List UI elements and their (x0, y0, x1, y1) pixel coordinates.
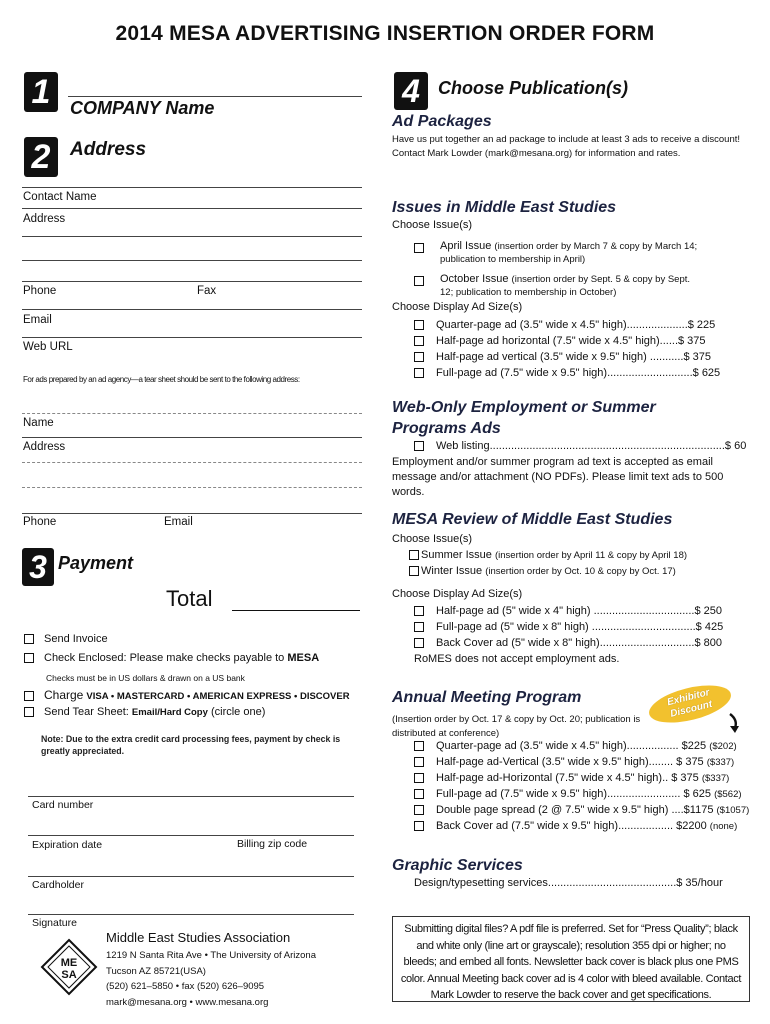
agency-address-line-3[interactable] (22, 487, 362, 488)
org-phone: (520) 621–5850 • fax (520) 626–9095 (106, 981, 265, 992)
annual-half-v-label: Half-page ad-Vertical (3.5" wide x 9.5" high)........ $ 375 (436, 756, 704, 768)
imes-october-detail: (insertion order by Sept. 5 & copy by Sept. (511, 274, 691, 285)
imes-choose-size: Choose Display Ad Size(s) (392, 301, 523, 313)
imes-october-detail-2: 12; publication to membership in October) (440, 287, 617, 298)
romes-back-cover-label: Back Cover ad (5" wide x 8" high)...............................$ 800 (436, 637, 722, 649)
romes-size-half[interactable] (414, 605, 722, 617)
send-invoice-checkbox[interactable] (24, 634, 34, 644)
web-only-heading (392, 397, 656, 439)
fee-note: Note: Due to the extra credit card processing fees, payment by check is greatly appreciated. (41, 734, 341, 756)
imes-full-label: Full-page ad (7.5" wide x 9.5" high)............................$ 625 (436, 367, 721, 379)
annual-heading: Annual Meeting Program (392, 689, 582, 706)
tear-sheet-option[interactable] (24, 706, 265, 718)
address-heading: Address (70, 139, 147, 160)
annual-full-label: Full-page ad (7.5" wide x 9.5" high)........................ $ 625 (436, 788, 711, 800)
romes-winter-checkbox[interactable] (409, 566, 419, 576)
web-listing-checkbox[interactable] (414, 441, 424, 451)
imes-april-detail: (insertion order by March 7 & copy by March 14; (494, 241, 698, 252)
charge-label: Charge (44, 688, 84, 702)
web-url-label: Web URL (23, 341, 73, 353)
romes-winter-detail: (insertion order by Oct. 10 & copy by Oct. 17) (485, 566, 676, 577)
section-1-number: 1 (24, 72, 58, 112)
payment-heading: Payment (58, 553, 134, 573)
agency-note: For ads prepared by an ad agency—a tear sheet should be sent to the following address: (23, 375, 300, 384)
imes-full-checkbox[interactable] (414, 368, 424, 378)
charge-option[interactable] (24, 688, 350, 702)
org-name: Middle East Studies Association (106, 930, 291, 945)
annual-item-half-horizontal[interactable] (414, 772, 729, 784)
send-invoice-label: Send Invoice (44, 633, 108, 645)
romes-full-checkbox[interactable] (414, 622, 424, 632)
tear-sheet-label: Send Tear Sheet: (44, 706, 129, 718)
contact-name-line[interactable] (22, 187, 362, 188)
annual-back-cover-discount: (none) (709, 821, 738, 832)
romes-half-checkbox[interactable] (414, 606, 424, 616)
signature-label: Signature (32, 917, 77, 929)
web-only-text: Employment and/or summer program ad text is accepted as email message and/or attachment (NO PDFs). Please limit text ads to 500 words. (392, 456, 724, 498)
romes-choose-issue: Choose Issue(s) (392, 533, 473, 545)
annual-half-h-label: Half-page ad-Horizontal (7.5" wide x 4.5" high).. $ 375 (436, 772, 699, 784)
romes-half-label: Half-page ad (5" wide x 4" high) .................................$ 250 (436, 605, 722, 617)
checks-note: Checks must be in US dollars & drawn on a US bank (46, 673, 245, 683)
company-name-label: COMPANY Name (70, 98, 215, 118)
billing-zip-label: Billing zip code (237, 838, 308, 850)
imes-size-full[interactable] (414, 367, 720, 379)
agency-name-label: Name (23, 417, 54, 429)
annual-quarter-label: Quarter-page ad (3.5" wide x 4.5" high)................. $225 (436, 740, 707, 752)
tear-sheet-options: Email/Hard Copy (131, 707, 208, 718)
mesa-logo (40, 938, 98, 996)
phone-label: Phone (23, 285, 57, 297)
company-name-line[interactable] (68, 96, 362, 97)
send-invoice-option[interactable] (24, 633, 108, 645)
annual-quarter-checkbox[interactable] (414, 741, 424, 751)
romes-summer-name: Summer Issue (421, 549, 492, 561)
romes-size-full[interactable] (414, 621, 723, 633)
logo-text: ME (60, 957, 78, 969)
annual-item-quarter[interactable] (414, 740, 737, 752)
choose-publication-heading: Choose Publication(s) (438, 78, 629, 98)
expiration-line[interactable] (28, 835, 354, 836)
annual-note: (Insertion order by Oct. 17 & copy by Oct. 20; publication is distributed at conference) (392, 714, 641, 739)
tear-sheet-circle-note: (circle one) (210, 706, 266, 718)
charge-cards: VISA • MASTERCARD • AMERICAN EXPRESS • DISCOVER (86, 691, 350, 702)
tear-sheet-checkbox[interactable] (24, 707, 34, 717)
address-line-1[interactable] (22, 208, 362, 209)
imes-half-v-checkbox[interactable] (414, 352, 424, 362)
annual-half-v-discount: ($337) (706, 757, 735, 768)
email-line[interactable] (22, 309, 362, 310)
romes-choose-size: Choose Display Ad Size(s) (392, 588, 523, 600)
check-enclosed-label: Check Enclosed: Please make checks payable to (44, 652, 285, 664)
annual-double-checkbox[interactable] (414, 805, 424, 815)
check-enclosed-option[interactable] (24, 652, 319, 664)
exhibitor-discount-badge: Exhibitor Discount (645, 678, 734, 729)
annual-half-v-checkbox[interactable] (414, 757, 424, 767)
romes-heading: MESA Review of Middle East Studies (392, 511, 673, 528)
address-label: Address (23, 213, 66, 225)
section-3-number: 3 (22, 548, 54, 586)
org-contact: mark@mesana.org • www.mesana.org (106, 996, 269, 1008)
imes-heading: Issues in Middle East Studies (392, 199, 617, 216)
svg-text:SA: SA (61, 969, 77, 981)
agency-address-label: Address (23, 441, 66, 453)
annual-full-checkbox[interactable] (414, 789, 424, 799)
agency-address-line-2[interactable] (22, 462, 362, 463)
web-listing-label: Web listing.............................................................................$ 60 (436, 440, 747, 452)
imes-quarter-label: Quarter-page ad (3.5" wide x 4.5" high)....................$ 225 (436, 319, 716, 331)
org-address-1: 1219 N Santa Rita Ave • The University of Arizona (106, 950, 316, 961)
imes-october-name: October Issue (440, 273, 509, 285)
web-only-heading-2: Programs Ads (392, 420, 501, 437)
address-line-2[interactable] (22, 236, 362, 237)
imes-october-checkbox[interactable] (414, 276, 424, 286)
annual-half-h-checkbox[interactable] (414, 773, 424, 783)
annual-item-half-vertical[interactable] (414, 756, 734, 768)
imes-half-h-label: Half-page ad horizontal (7.5" wide x 4.5" high)......$ 375 (436, 335, 706, 347)
section-4-number: 4 (394, 72, 428, 110)
agency-address-line[interactable] (22, 437, 362, 438)
agency-email-label: Email (164, 516, 193, 528)
agency-phone-label: Phone (23, 516, 57, 528)
imes-april-detail-2: publication to membership in April) (440, 254, 586, 265)
annual-back-cover-label: Back Cover ad (7.5" wide x 9.5" high).................. $2200 (436, 820, 707, 832)
check-enclosed-checkbox[interactable] (24, 653, 34, 663)
charge-checkbox[interactable] (24, 691, 34, 701)
romes-size-back-cover[interactable] (414, 637, 722, 649)
romes-summer-checkbox[interactable] (409, 550, 419, 560)
imes-quarter-checkbox[interactable] (414, 320, 424, 330)
imes-size-quarter[interactable] (414, 319, 715, 331)
discount-arrow-icon (726, 712, 744, 734)
romes-summer-issue[interactable] (409, 549, 687, 561)
annual-half-h-discount: ($337) (701, 773, 730, 784)
annual-item-double[interactable] (414, 804, 749, 816)
ad-packages-text: Have us put together an ad package to include at least 3 ads to receive a discount! Contact Mark Lowder (mark@mesana.org) for information and rates. (392, 134, 741, 159)
imes-size-half-vertical[interactable] (414, 351, 711, 363)
fax-label: Fax (197, 285, 217, 297)
card-number-label: Card number (32, 799, 94, 811)
web-url-line[interactable] (22, 337, 362, 338)
total-line[interactable] (232, 610, 360, 611)
annual-item-back-cover[interactable] (414, 820, 737, 832)
org-details (106, 948, 316, 1010)
graphic-heading: Graphic Services (392, 857, 523, 874)
agency-name-line[interactable] (22, 413, 362, 414)
submit-files-box: Submitting digital files? A pdf file is preferred. Set for “Press Quality”; black and white only (line art or grayscale); resolution 355 dpi or higher; no bleeds; and embed all fonts. Newsletter back cover is black plus one PMS color. Annual Meeting back cover ad is 4 color with bleed available. Contact Mark Lowder to reserve the back cover and get specifications. (392, 916, 750, 1002)
romes-back-cover-checkbox[interactable] (414, 638, 424, 648)
imes-april-name: April Issue (440, 240, 492, 252)
annual-full-discount: ($562) (714, 789, 742, 800)
imes-april-checkbox[interactable] (414, 243, 424, 253)
check-payee: MESA (287, 652, 320, 664)
graphic-services-line: Design/typesetting services..........................................$ 35/hour (414, 877, 723, 889)
card-number-line[interactable] (28, 796, 354, 797)
section-2-number: 2 (24, 137, 58, 177)
address-line-3[interactable] (22, 260, 362, 261)
ad-packages-heading: Ad Packages (392, 113, 492, 130)
romes-winter-name: Winter Issue (421, 565, 483, 577)
annual-back-cover-checkbox[interactable] (414, 821, 424, 831)
romes-summer-detail: (insertion order by April 11 & copy by April 18) (494, 550, 688, 561)
romes-note: RoMES does not accept employment ads. (414, 653, 620, 665)
agency-phone-line[interactable] (22, 513, 362, 514)
expiration-label: Expiration date (32, 839, 103, 851)
cardholder-label: Cardholder (32, 879, 84, 891)
web-only-heading-1: Web-Only Employment or Summer (392, 399, 656, 416)
web-listing-option[interactable] (414, 440, 746, 452)
imes-size-half-horizontal[interactable] (414, 335, 706, 347)
annual-double-discount: ($1057) (716, 805, 750, 816)
page-title: 2014 MESA ADVERTISING INSERTION ORDER FORM (115, 22, 655, 45)
total-label: Total (166, 586, 213, 611)
email-label: Email (23, 314, 52, 326)
cardholder-line[interactable] (28, 876, 354, 877)
imes-half-h-checkbox[interactable] (414, 336, 424, 346)
contact-name-label: Contact Name (23, 191, 97, 203)
annual-double-label: Double page spread (2 @ 7.5" wide x 9.5" high) ....$1175 (436, 804, 714, 816)
annual-item-full[interactable] (414, 788, 742, 800)
signature-line[interactable] (28, 914, 354, 915)
imes-choose-issue: Choose Issue(s) (392, 219, 473, 231)
phone-fax-line[interactable] (22, 281, 362, 282)
romes-full-label: Full-page ad (5" wide x 8" high) ..................................$ 425 (436, 621, 724, 633)
annual-quarter-discount: ($202) (709, 741, 737, 752)
org-address-2: Tucson AZ 85721(USA) (106, 965, 206, 977)
romes-winter-issue[interactable] (409, 565, 676, 577)
imes-half-v-label: Half-page ad vertical (3.5" wide x 9.5" high) ...........$ 375 (436, 351, 712, 363)
